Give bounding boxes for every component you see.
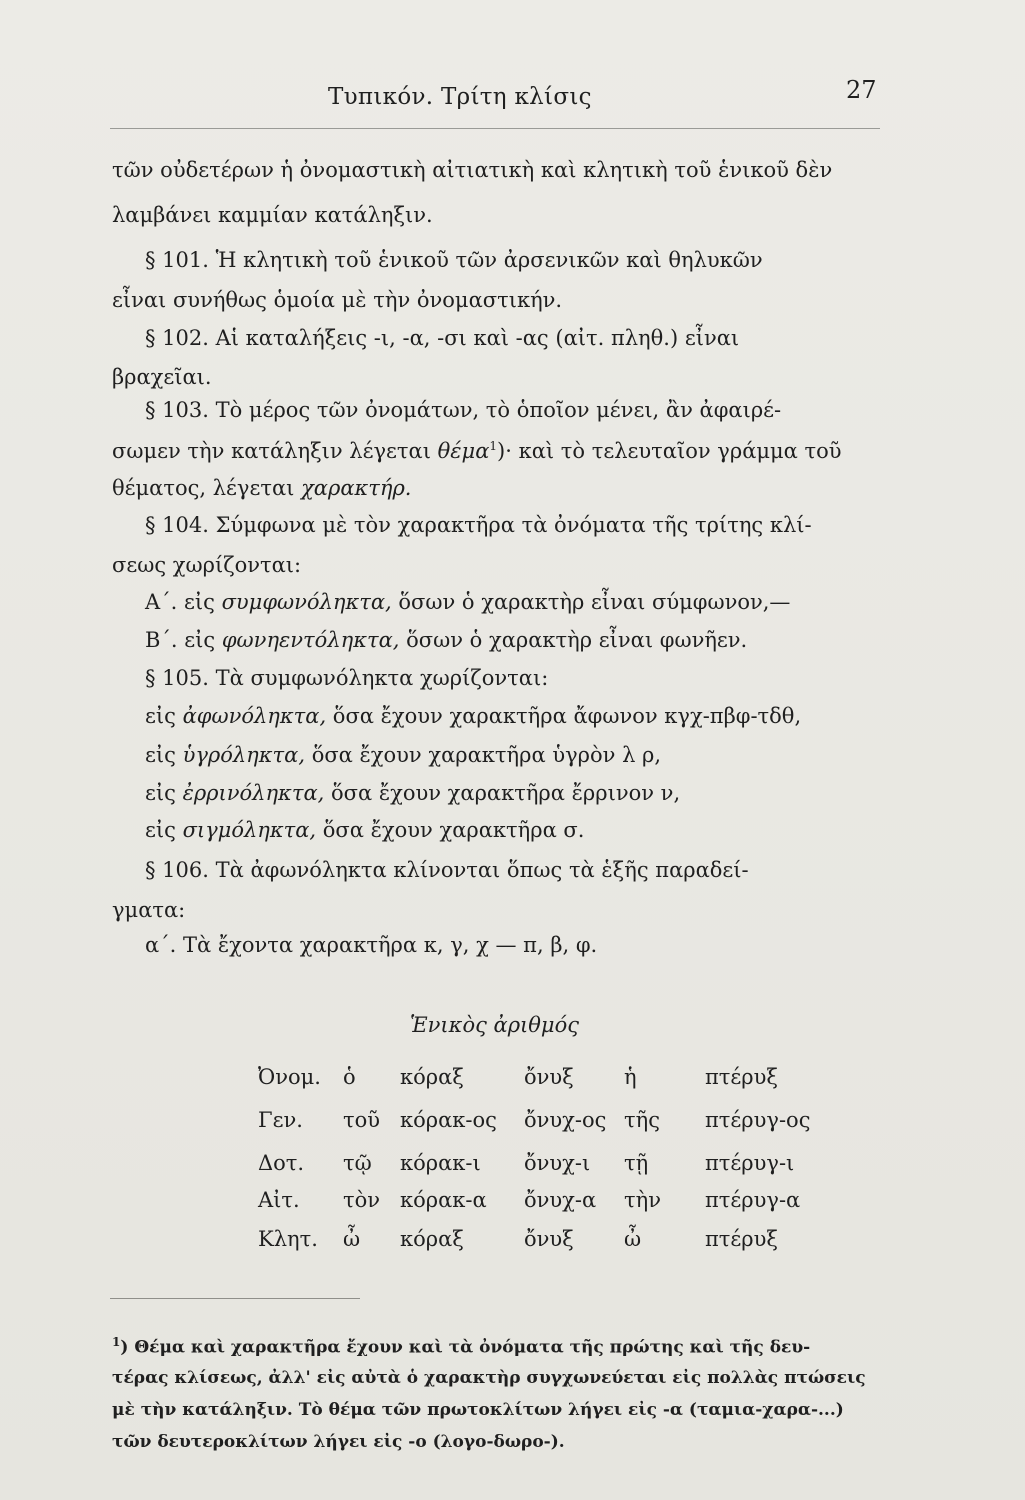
header-rule (110, 128, 880, 129)
text-line: λαμβάνει καμμίαν κατάληξιν. (112, 203, 433, 227)
noun-pteryx: πτέρυξ (705, 1227, 778, 1251)
text-line: βραχεῖαι. (112, 365, 212, 389)
article-fem: τὴν (624, 1188, 661, 1212)
noun-onyx: ὄνυχ-ος (524, 1108, 607, 1132)
text-fragment: Α΄. εἰς (145, 590, 222, 614)
text-fragment: εἰς (145, 704, 183, 728)
text-line: τῶν οὐδετέρων ἡ ὀνομαστικὴ αἰτιατικὴ καὶ κλητικὴ τοῦ ἑνικοῦ δὲν (112, 158, 833, 182)
list-item (145, 706, 801, 727)
noun-korax: κόρακ-ος (400, 1108, 497, 1132)
term: ἐρρινόληκτα, (182, 781, 325, 805)
article: ὁ (343, 1065, 356, 1089)
case-label: Ὀνομ. (258, 1065, 321, 1089)
noun-korax: κόρακ-α (400, 1188, 487, 1212)
footnote-mark: 1 (112, 1335, 121, 1349)
text-line (112, 478, 412, 499)
article: τοῦ (343, 1108, 381, 1132)
noun-onyx: ὄνυξ (524, 1065, 574, 1089)
list-item-b (145, 630, 747, 651)
text-fragment: ὅσων ὁ χαρακτὴρ εἶναι φωνῆεν. (399, 628, 748, 652)
footnote-line (112, 1335, 810, 1358)
text-line: γματα: (112, 898, 186, 922)
page-number: 27 (846, 76, 877, 104)
footnote-rule (110, 1298, 360, 1299)
text-line (112, 440, 842, 462)
text-fragment: )· καὶ τὸ τελευταῖον γράμμα τοῦ (497, 439, 842, 463)
noun-korax: κόρακ-ι (400, 1151, 481, 1175)
term: ὑγρόληκτα, (182, 743, 306, 767)
section-105: § 105. Τὰ συμφωνόληκτα χωρίζονται: (145, 666, 549, 690)
section-101: § 101. Ἡ κλητικὴ τοῦ ἑνικοῦ τῶν ἀρσενικῶν καὶ θηλυκῶν (145, 248, 763, 272)
text-fragment: εἰς (145, 781, 183, 805)
noun-onyx: ὄνυχ-ι (524, 1151, 591, 1175)
section-103: § 103. Τὸ μέρος τῶν ὀνομάτων, τὸ ὁποῖον μένει, ἂν ἀφαιρέ- (145, 398, 782, 422)
noun-pteryx: πτέρυγ-ος (705, 1108, 811, 1132)
noun-onyx: ὄνυξ (524, 1227, 574, 1251)
noun-korax: κόραξ (400, 1065, 464, 1089)
article: τὸν (343, 1188, 381, 1212)
footnote-line: τῶν δευτεροκλίτων λήγει εἰς -ο (λογο-δωρο-). (112, 1432, 565, 1452)
text-fragment: ὅσων ὁ χαρακτὴρ εἶναι σύμφωνον,— (391, 590, 791, 614)
text-line: σεως χωρίζονται: (112, 553, 302, 577)
article-fem: τῆς (624, 1108, 660, 1132)
list-item (145, 820, 584, 841)
text-fragment: εἰς (145, 818, 183, 842)
list-item (145, 783, 680, 804)
article-fem: ἡ (624, 1065, 637, 1089)
article: ὦ (343, 1227, 361, 1251)
case-label: Γεν. (258, 1108, 303, 1132)
noun-onyx: ὄνυχ-α (524, 1188, 597, 1212)
subsection-a: α΄. Τὰ ἔχοντα χαρακτῆρα κ, γ, χ — π, β, φ. (145, 933, 598, 957)
section-102: § 102. Αἱ καταλήξεις -ι, -α, -σι καὶ -ας (αἰτ. πληθ.) εἶναι (145, 326, 740, 350)
case-label: Αἰτ. (258, 1188, 300, 1212)
article: τῷ (343, 1151, 372, 1175)
footnote-ref: 1 (489, 439, 498, 453)
section-104: § 104. Σύμφωνα μὲ τὸν χαρακτῆρα τὰ ὀνόματα τῆς τρίτης κλί- (145, 513, 812, 537)
article-fem: ὦ (624, 1227, 642, 1251)
noun-pteryx: πτέρυξ (705, 1065, 778, 1089)
list-item-a (145, 592, 790, 613)
term: συμφωνόληκτα, (221, 590, 392, 614)
noun-pteryx: πτέρυγ-α (705, 1188, 801, 1212)
text-line: εἶναι συνήθως ὁμοία μὲ τὴν ὀνομαστικήν. (112, 288, 563, 312)
text-fragment: θέματος, λέγεται (112, 476, 302, 500)
noun-korax: κόραξ (400, 1227, 464, 1251)
footnote-line: τέρας κλίσεως, ἀλλ' εἰς αὐτὰ ὁ χαρακτὴρ συγχωνεύεται εἰς πολλὰς πτώσεις (112, 1368, 866, 1388)
footnote-line: μὲ τὴν κατάληξιν. Τὸ θέμα τῶν πρωτοκλίτων λήγει εἰς -α (ταμια-χαρα-...) (112, 1400, 844, 1420)
term-charakter: χαρακτήρ. (301, 476, 412, 500)
text-fragment: ὅσα ἔχουν χαρακτῆρα ὑγρὸν λ ρ, (305, 743, 662, 767)
text-fragment: σωμεν τὴν κατάληξιν λέγεται (112, 439, 438, 463)
case-label: Δοτ. (258, 1151, 305, 1175)
term-thema: θέμα (437, 439, 490, 463)
case-label: Κλητ. (258, 1227, 318, 1251)
text-fragment: εἰς (145, 743, 183, 767)
text-fragment: Β΄. εἰς (145, 628, 222, 652)
running-title: Τυπικόν. Τρίτη κλίσις (328, 84, 592, 110)
section-106: § 106. Τὰ ἀφωνόληκτα κλίνονται ὅπως τὰ ἑξῆς παραδεί- (145, 858, 749, 882)
list-item (145, 745, 661, 766)
text-fragment: ὅσα ἔχουν χαρακτῆρα ἔρρινον ν, (324, 781, 681, 805)
article-fem: τῇ (624, 1151, 649, 1175)
text-fragment: ὅσα ἔχουν χαρακτῆρα σ. (316, 818, 585, 842)
term: σιγμόληκτα, (182, 818, 317, 842)
term: φωνηεντόληκτα, (221, 628, 400, 652)
text-fragment: ) Θέμα καὶ χαρακτῆρα ἔχουν καὶ τὰ ὀνόματα τῆς πρώτης καὶ τῆς δευ- (120, 1337, 811, 1358)
noun-pteryx: πτέρυγ-ι (705, 1151, 795, 1175)
table-heading: Ἑνικὸς ἀριθμός (410, 1013, 579, 1037)
page-header (0, 76, 1025, 116)
term: ἀφωνόληκτα, (182, 704, 327, 728)
text-fragment: ὅσα ἔχουν χαρακτῆρα ἄφωνον κγχ-πβφ-τδθ, (326, 704, 802, 728)
